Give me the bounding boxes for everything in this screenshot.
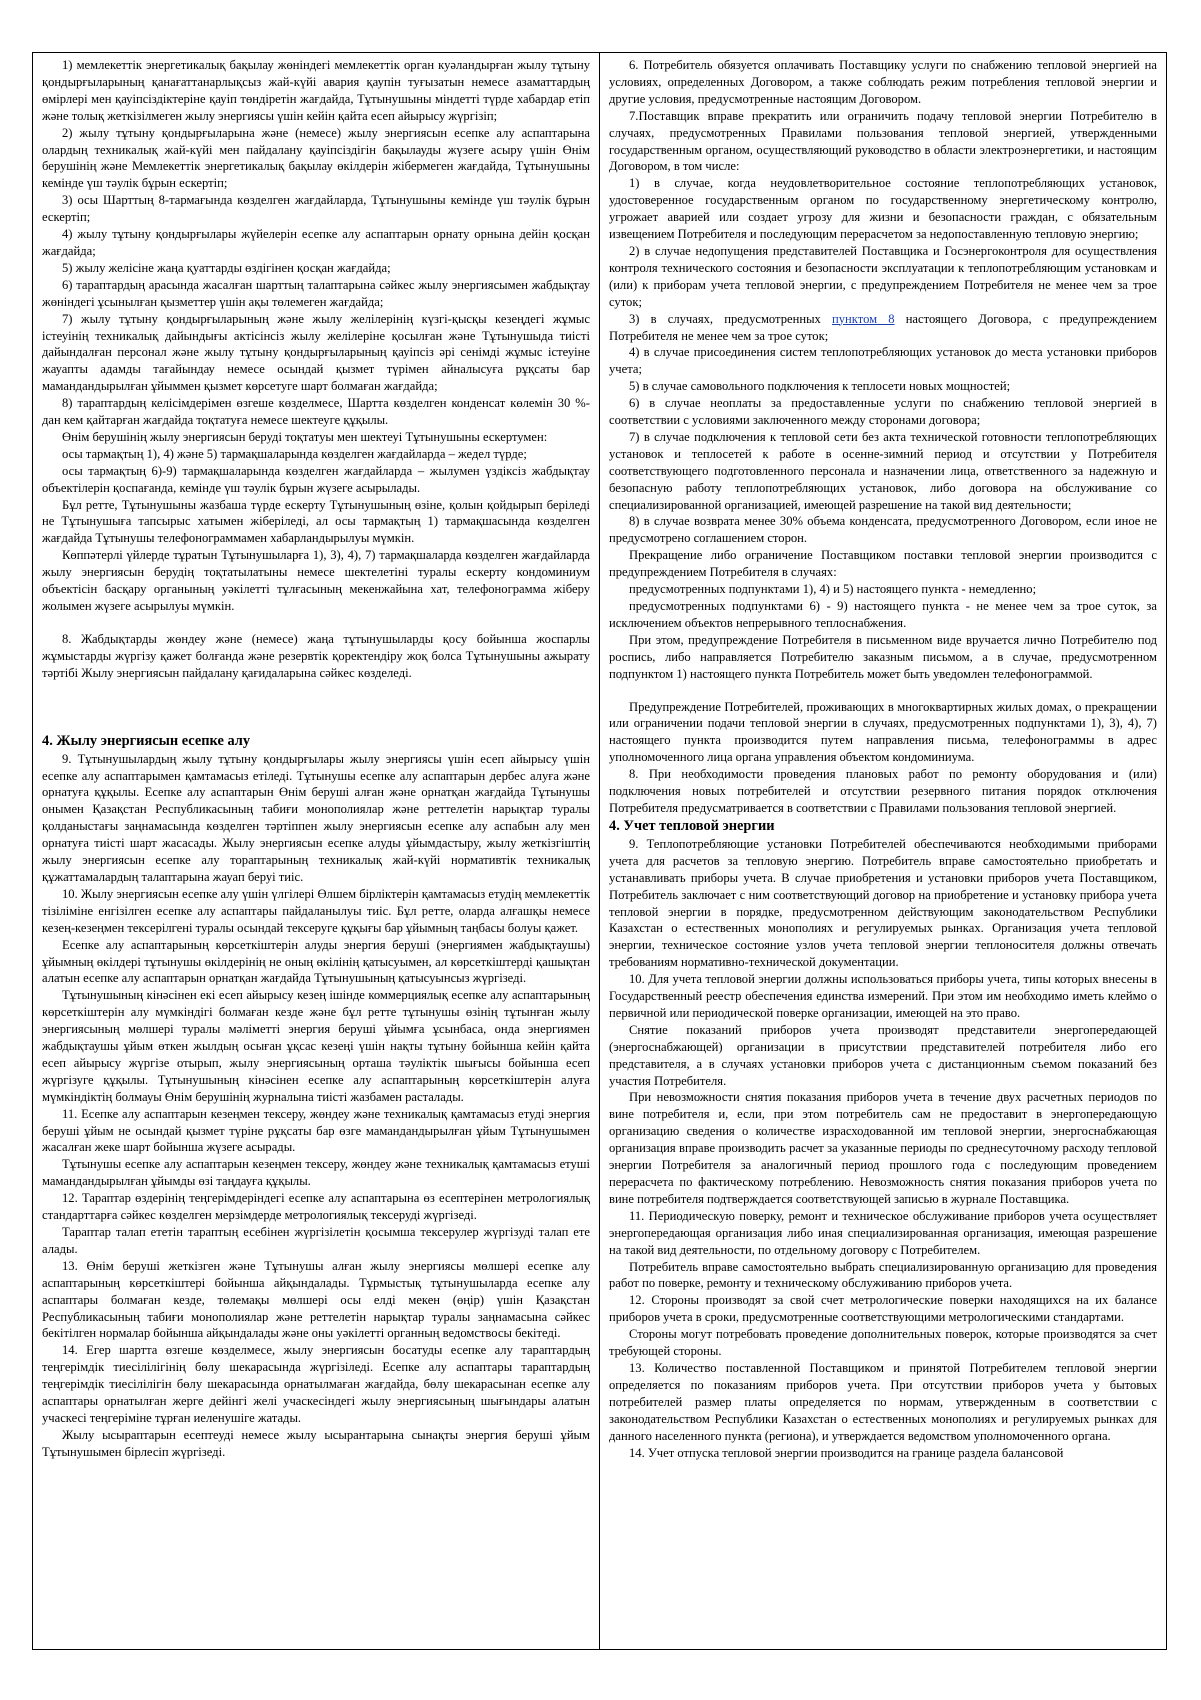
ru-paragraph-with-link [609,311,1157,345]
ru-paragraph: 4) в случае присоединения систем теплопотребляющих установок до места установки приборов учета; [609,345,1157,377]
ru-paragraph: 13. Количество поставленной Поставщиком и принятой Потребителем тепловой энергии определяется по показаниям приборов учета. При отсутствии приборов учета у бытовых потребителей размер платы определяется по нормам, утвержденным в соответствии с законодательством Республики Казахстан о естественных монополиях и регулируемых рынках для данного населенного пункта (региона), и утверждается ведомством уполномоченного органа. [609,1360,1157,1443]
ru-paragraph: предусмотренных подпунктами 6) - 9) настоящего пункта - не менее чем за трое суток, за исключением объектов непрерывного теплоснабжения. [609,599,1157,630]
ru-paragraph: 1) в случае, когда неудовлетворительное состояние теплопотребляющих установок, удостоверенное государственным органом по государственному энергетическому контролю, угрожает аварией или создает угрозу для жизни и безопасности граждан, с обязательным извещением Потребителя и последующим перерасчетом за недопоставленную тепловую энергию; [609,176,1157,242]
kz-paragraph: 2) жылу тұтыну қондырғыларына және (немесе) жылу энергиясын есепке алу аспаптарына олардың техникалық жай-күйі мен пайдалану қауіпсіздігін бақылауды жүзеге асыру үшін Өнім берушінің және Мемлекеттік энергетикалық бақылау өкілдерін жібермеген жағдайда, Тұтынушыны кемінде үш тәулік бұрын ескертіп; [42,125,590,191]
ru-paragraph: Стороны могут потребовать проведение дополнительных поверок, которые производятся за счет требующей стороны. [609,1327,1157,1359]
kz-paragraph: 13. Өнім беруші жеткізген және Тұтынушы алған жылу энергиясы мөлшері есепке алу аспаптарының көрсеткіштері бойынша айқындалады. Тұрмыстық тұтынушыларда есепке алу аспаптары болмаған кезде, төлемақы мөлшері осы елді мекен (өңір) үшін Қазақстан Республикасының табиғи монополиялар және реттелетін нарықтар туралы заңнамасына сәйкес бекітілген нормалар бойынша айқындалады және оны уәкілетті органның ведомствосы бекітеді. [42,1258,590,1341]
kz-paragraph: Тұтынушының кінәсінен екі есеп айырысу кезең ішінде коммерциялық есепке алу аспаптарының көрсеткіштерін алу мүмкіндігі болмаған кезде және бұл ретте тұтынушы өзінің тұтынған жылу энергиясының мөлшері туралы мәліметті энергия беруші ұйымға ұсынбаса, онда энергиямен жабдықтаушы ұйым өткен жылдың осыған ұқсас кезеңі үшін нақты тұтыну бойынша кейін қайта есеп айырысу жүргізе отырып, жылу энергиясының орташа тәуліктік шығысы бойынша есеп жүргізуге құқылы. Тұтынушының кінәсінен есепке алу аспаптарының көрсеткіштерін алуға мүмкіндіктің болмауы Өнім берушінің журналына тиісті жазбамен расталады. [42,988,590,1104]
ru-paragraph: 2) в случае недопущения представителей Поставщика и Госэнергоконтроля для осуществления контроля технического состояния и безопасности эксплуатации к теплопотребляющим установкам и (или) к приборам учета тепловой энергии, с предупреждением Потребителя не менее чем за трое суток; [609,243,1157,309]
ru-paragraph: При этом, предупреждение Потребителя в письменном виде вручается лично Потребителю под роспись, либо направляется Потребителю заказным письмом, а в случае, предусмотренном подпунктом 1) настоящего пункта Потребитель может быть уведомлен телефонограммой. [609,632,1157,681]
kz-paragraph: Тараптар талап ететін тараптың есебінен жүргізілетін қосымша тексерулер жүргізуді талап ете алады. [42,1225,590,1256]
kz-paragraph: 5) жылу желісіне жаңа қуаттарды өздігінен қосқан жағдайда; [62,260,391,275]
kz-paragraph: 6) тараптардың арасында жасалған шарттың талаптарына сәйкес жылу энергиясымен жабдықтау жөніндегі ұсынылған қызметтер үшін ақы төлемеген жағдайда; [42,277,590,309]
ru-paragraph: 6. Потребитель обязуется оплачивать Поставщику услуги по снабжению тепловой энергией на условиях, определенных Договором, а также соблюдать режим потребления тепловой энергии и другие условия, предусмотренные настоящим Договором. [609,58,1157,106]
ru-paragraph: 10. Для учета тепловой энергии должны использоваться приборы учета, типы которых внесены в Государственный реестр обеспечения единства измерений. При этом им необходимо иметь клеймо о первичной или периодической поверке организации, имеющей на это право. [609,972,1157,1020]
ru-paragraph: 11. Периодическую поверку, ремонт и техническое обслуживание приборов учета осуществляет энергопередающая организация либо иная специализированная организация, имеющая разрешение на такой вид деятельности, по отдельному договору с Потребителем. [609,1208,1157,1257]
ru-paragraph: 9. Теплопотребляющие установки Потребителей обеспечиваются необходимыми приборами учета для расчетов за тепловую энергию. Потребитель вправе самостоятельно приобретать и устанавливать приборы учета. В случае приобретения и установки приборов учета Поставщиком, Потребитель заключает с ним соответствующий договор на приобретение и установку прибора учета тепловой энергии в порядке, предусмотренном действующим законодательством Республики Казахстан о естественных монополиях и регулируемых рынках. Организация учета тепловой энергии, техническое состояние узлов учета тепловой энергии теплоносителя должны отвечать требованиям нормативно-технической документации. [609,836,1157,970]
kz-section-heading: 4. Жылу энергиясын есепке алу [42,732,251,749]
ru-paragraph: Прекращение либо ограничение Поставщиком поставки тепловой энергии производится с предупреждением Потребителя в случаях: [609,548,1157,580]
contract-page [32,52,1167,1650]
kz-paragraph: 11. Есепке алу аспаптарын кезеңмен тексеру, жөндеу және техникалық қамтамасыз етуді энергия беруші ұйым не осындай қызмет түріне рұқсаты бар өзге мамандандырылған ұйым Тұтынушымен жасалған жеке шарт бойынша жүзеге асырады. [42,1106,590,1155]
kz-paragraph: Тұтынушы есепке алу аспаптарын кезеңмен тексеру, жөндеу және техникалық қамтамасыз етуші мамандандырылған ұйымды өзі таңдауға құқылы. [42,1157,590,1189]
kz-paragraph: Өнім берушінің жылу энергиясын беруді тоқтатуы мен шектеуі Тұтынушыны ескертумен: [62,429,548,444]
russian-column [600,53,1166,1649]
ru-section-heading: 4. Учет тепловой энергии [609,817,775,834]
kz-paragraph: 8. Жабдықтарды жөндеу және (немесе) жаңа тұтынушыларды қосу бойынша жоспарлы жұмыстарды жүргізу қажет болғанда және резервтік қоректендіру жоқ болса Тұтынушыны ажырату тәртібі Жылу энергиясын пайдалану қағидаларына сәйкес көзделеді. [42,631,590,680]
kz-paragraph: Жылу ысыраптарын есептеуді немесе жылу ысырантарына сынақты энергия беруші ұйым Тұтынушымен бірлесіп жүргізеді. [42,1427,590,1459]
kz-paragraph: осы тармақтың 6)-9) тармақшаларында көзделген жағдайларда – жылумен үздіксіз жабдықтау объектілерін қоспағанда, кемінде үш тәулік бұрын жүзеге асырылады. [42,463,590,495]
clause-8-link[interactable]: пунктом 8 [832,311,895,326]
ru-paragraph: 5) в случае самовольного подключения к теплосети новых мощностей; [629,379,1011,394]
ru-paragraph: 6) в случае неоплаты за предоставленные услуги по снабжению тепловой энергией в соответствии с условиями заключенного между сторонами договора; [609,396,1157,428]
kz-paragraph: 12. Тараптар өздерінің теңгерімдеріндегі есепке алу аспаптарына өз есептерінен метрологиялық стандарттарға сәйкес көзделген мерзімдерде метрологиялық тексеруді жүргізеді. [42,1191,590,1223]
kz-paragraph: Көппәтерлі үйлерде тұратын Тұтынушыларға 1), 3), 4), 7) тармақшаларда көзделген жағдайларда жылу энергиясын берудің тоқтатылатыны немесе шектелетіні туралы ескерту кондоминиум объектісін басқару органының уәкілетті тұлғасының мекенжайына хат, телефонограмма жіберу жолымен жүзеге асырылуы мүмкін. [42,548,590,613]
ru-paragraph: Снятие показаний приборов учета производят представители энергопередающей (энергоснабжающей) организации в присутствии представителей потребителя либо его представителя, а в случаях установки приборов учета с дистанционным съемом показаний без участия Потребителя. [609,1022,1157,1088]
ru-paragraph: Предупреждение Потребителей, проживающих в многоквартирных жилых домах, о прекращении или ограничении подачи тепловой энергии в случаях, предусмотренных подпунктами 1), 3), 4), 7) настоящего пункта производится путем направления письма, телефонограммы в адрес уполномоченного лица органа управления объектом кондоминиума. [609,699,1157,765]
ru-paragraph: 12. Стороны производят за свой счет метрологические поверки находящихся на их балансе приборов учета в сроки, предусмотренные соответствующими метрологическими стандартами. [609,1293,1157,1325]
ru-paragraph: 7) в случае подключения к тепловой сети без акта технической готовности теплопотребляющих установок и теплосетей к работе в осенне-зимний период и отсутствии у Потребителя соответствующего подготовленного персонала и назначении лица, ответственного за надежную и безопасную работу теплопотребляющих установок, либо договора на обслуживание со специализированной организацией, имеющей разрешение на такой вид деятельности; [609,429,1157,512]
kz-paragraph: осы тармақтың 1), 4) және 5) тармақшаларында көзделген жағдайларда – жедел түрде; [62,446,527,461]
ru-text: 3) в случаях, предусмотренных [629,311,832,326]
ru-paragraph: 8) в случае возврата менее 30% объема конденсата, предусмотренного Договором, если иное не предусмотрено соглашением сторон. [609,514,1157,546]
kz-paragraph: 1) мемлекеттік энергетикалық бақылау жөніндегі мемлекеттік орган куәландырған жылу тұтыну қондырғыларының қанағаттанарлықсыз жай-күйі авария қаупін туғызатын немесе азаматтардың өмірлері мен қауіпсіздіктеріне қауіп төндіретін жағдайда, Тұтынушыны міндетті түрде хабардар етіп және толық жеткізілмеген жылу энергиясы үшін кейін қайта есеп айырысу жүргізіп; [42,58,590,123]
ru-paragraph: Потребитель вправе самостоятельно выбрать специализированную организацию для проведения работ по поверке, ремонту и техническому обслуживанию приборов учета. [609,1259,1157,1291]
ru-text: настоящего Договора, с предупреждением Потребителя не менее чем за трое суток; [609,311,1158,343]
ru-paragraph: 14. Учет отпуска тепловой энергии производится на границе раздела балансовой [629,1445,1064,1460]
kz-paragraph: 9. Тұтынушылардың жылу тұтыну қондырғылары жылу энергиясы үшін есеп айырысу үшін есепке алу аспаптарымен қамтамасыз етіледі. Тұтынушы есепке алу аспаптарын дербес алуға және орнатуға құқылы. Есепке алу аспаптарын Өнім беруші алған және орнатқан жағдайда Тұтынушы онымен Қазақстан Республикасының табиғи монополиялар және реттелетін нарықтар туралы қолданыстағы заңнамасында көзделген тәртіппен жылу энергиясын есепке алу аспабын алу мен орнатуға тиісті шарт жасасады. Жылу энергиясын есепке алуды ұйымдастыру, жылу жеткізгіштің жылу энергиясын есепке алу тораптарының техникалық жай-күйі нормативтік техникалық құжаттамалардың талаптарына жауап беруі тиіс. [42,751,590,884]
kz-paragraph: 10. Жылу энергиясын есепке алу үшін үлгілері Өлшем бірліктерін қамтамасыз етудің мемлекеттік тізіліміне енгізілген есепке алу аспаптары пайдаланылуы тиіс. Бұл ретте, оларда алғашқы немесе кезең-кезеңмен тексерілгені туралы осындай тексеруге құқығы бар ұйымның таңбасы болуы қажет. [42,886,590,935]
ru-paragraph: предусмотренных подпунктами 1), 4) и 5) настоящего пункта - немедленно; [629,582,1037,597]
kz-paragraph: 8) тараптардың келісімдерімен өзгеше көзделмесе, Шартта көзделген конденсат көлемін 30 %-дан кем қайтарған жағдайда тоқтатуға немесе шектеуге құқылы. [42,396,590,428]
ru-paragraph: 7.Поставщик вправе прекратить или ограничить подачу тепловой энергии Потребителю в случаях, предусмотренных Правилами пользования тепловой энергией, утвержденными государственным органом, осуществляющий руководство в области электроэнергетики, и настоящим Договором, в том числе: [609,108,1157,174]
kz-paragraph: Есепке алу аспаптарының көрсеткіштерін алуды энергия беруші (энергиямен жабдықтаушы) ұйымның өкілдері тұтынушы өкілдерінің не оның өкілінің қатысуымен, ал көрсеткіштерді қашықтан алатын есепке алу аспаптарын орнатқан жағдайда Тұтынушының қатысуынсыз жүргізеді. [42,937,590,986]
kz-paragraph: Бұл ретте, Тұтынушыны жазбаша түрде ескерту Тұтынушының өзіне, қолын қойдырып беріледі не Тұтынушыға тапсырыс хатымен жіберіледі, ал осы тармақтың 1) тармақшасында көзделген жағдайда Тұтынушы телефонограммамен хабарландырылуы мүмкін. [42,497,590,546]
kz-paragraph: 4) жылу тұтыну қондырғылары жүйелерін есепке алу аспаптарын орнату орнына дейін қосқан жағдайда; [42,227,590,258]
ru-paragraph: При невозможности снятия показания приборов учета в течение двух расчетных периодов по вине потребителя и, если, при этом потребитель сам не предоставит в энергопередающую организацию сведения о количестве израсходованной им тепловой энергии, энергоснабжающая организация вправе производить расчет за указанные периоды по среднесуточному расходу тепловой энергии Потребителя за аналогичный период прошлого года с последующим проведением перерасчета по фактическому потреблению. Невозможность снятия показания приборов учета по вине потребителя подтверждается соответствующей записью в журнале Поставщика. [609,1090,1157,1206]
kz-paragraph: 7) жылу тұтыну қондырғыларының және жылу желілерінің күзгі-қысқы кезеңдегі жұмыс істеуінің техникалық дайындығы актісінсіз жылу желілеріне қосылған және Тұтынушыда тиісті дайындалған персонал және жылу тұтыну қондырғыларының қауіпсіз әрі сенімді жұмыс істеуіне жауапты адамды тағайындау немесе осындай қызмет түрімен айналысуға рұқсаты бар мамандандырылған ұйыммен қызмет көрсетуге шарт болмаған жағдайда; [42,311,590,394]
kz-paragraph: 14. Егер шартта өзгеше көзделмесе, жылу энергиясын босатуды есепке алу тараптардың теңгерімдік тиесілілігінің бөлу шекарасында жүргізіледі. Есепке алу аспаптары тараптардың теңгерімдік тиесілілігін бөлу шекарасында орнатылмаған жағдайда, бөлу шекарасынан есепке алу аспаптары орнатылған жерге дейінгі желі учаскесіндегі жылу энергиясының шығындары алатын учаскесі теңгеріміне тұрған иеленушіге жатады. [42,1343,590,1425]
ru-paragraph: 8. При необходимости проведения плановых работ по ремонту оборудования и (или) подключения новых потребителей и отсутствии резервного питания порядок отключения Потребителя предусматривается в соответствии с Правилами пользования тепловой энергией. [609,767,1157,815]
kazakh-column [33,53,600,1649]
kz-paragraph: 3) осы Шарттың 8-тармағында көзделген жағдайларда, Тұтынушыны кемінде үш тәулік бұрын ескертіп; [42,193,590,225]
